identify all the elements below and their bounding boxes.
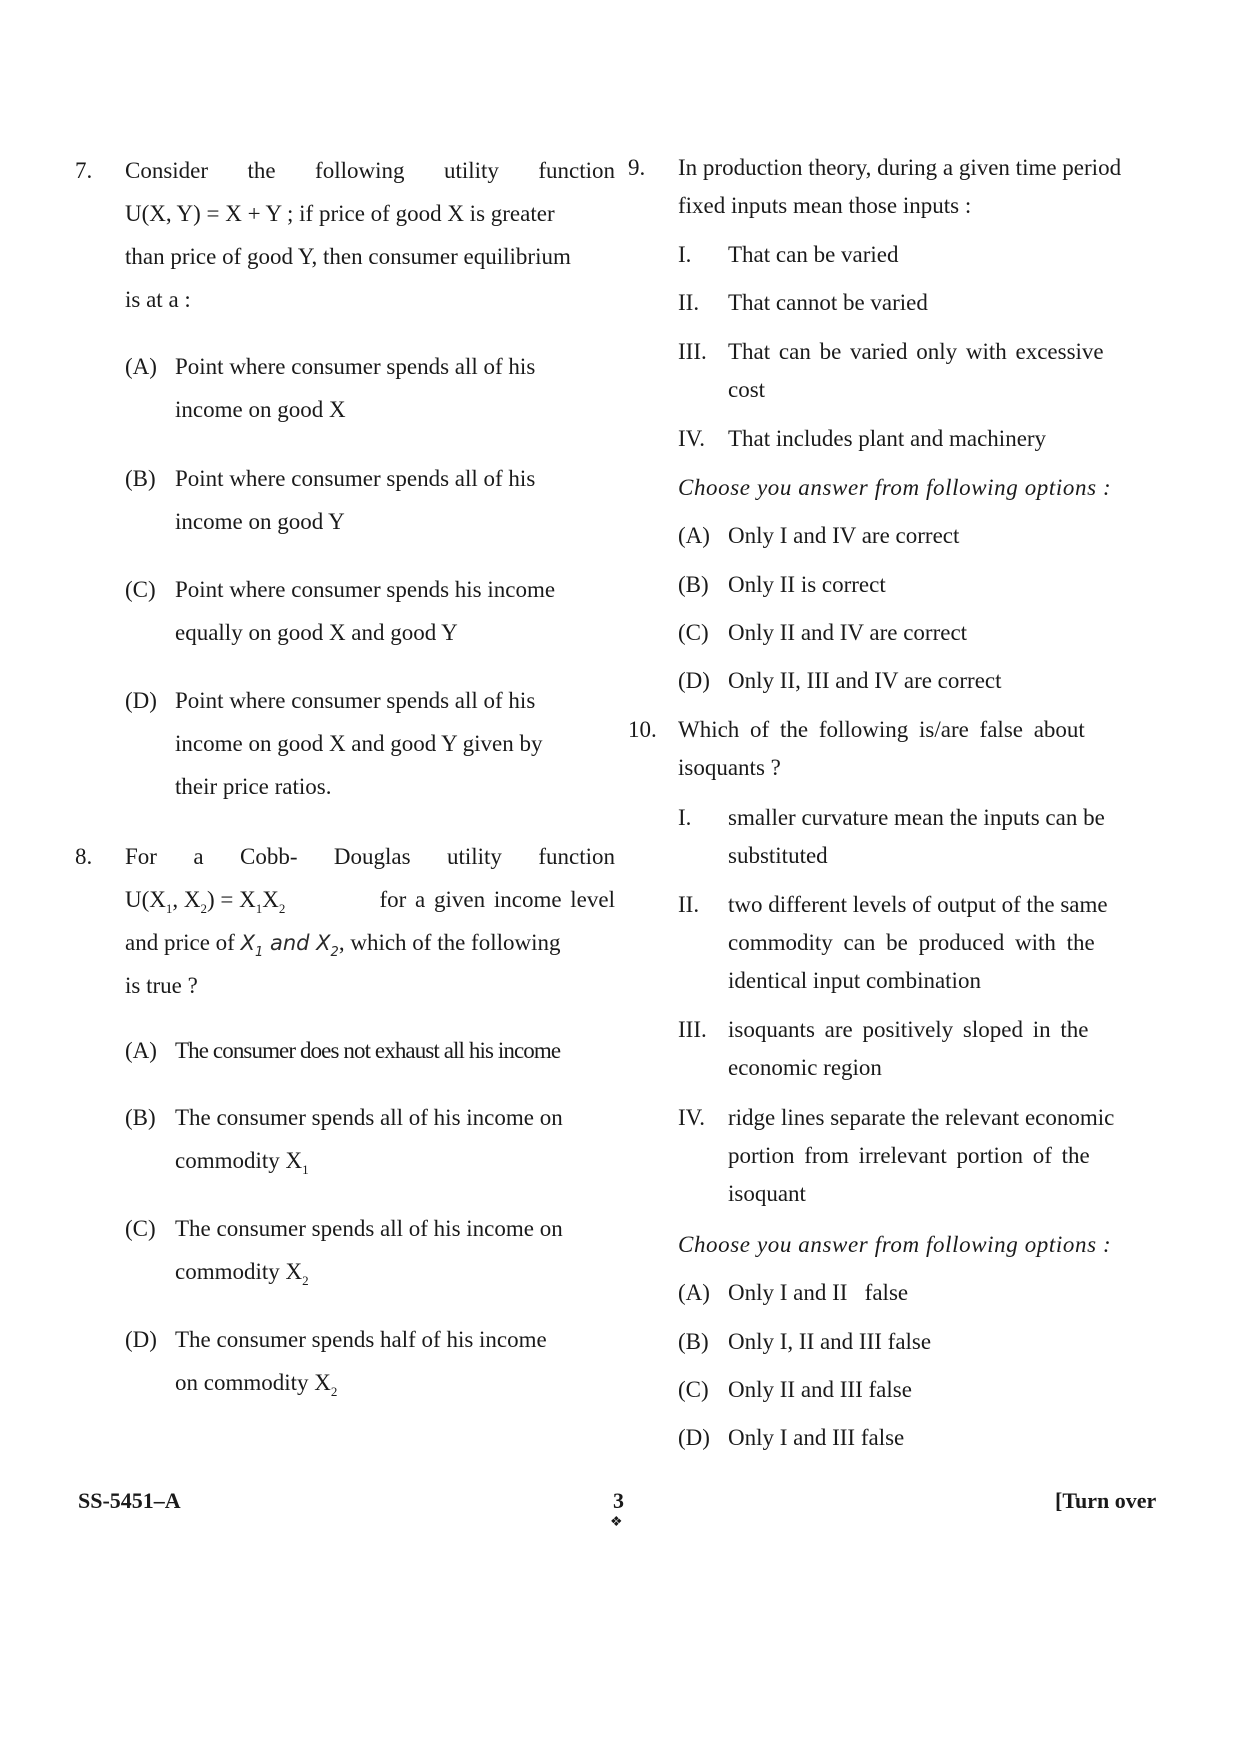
paper-code: SS-5451–A — [78, 1488, 181, 1513]
question-text-line: than price of good Y, then consumer equilibrium — [125, 244, 571, 269]
turn-over-label: [Turn over — [1055, 1488, 1157, 1513]
question-number: 8. — [75, 844, 93, 869]
question-text-line: isoquants ? — [678, 755, 781, 780]
choose-instruction: Choose you answer from following options : — [678, 1232, 1112, 1257]
question-text-line: Consider the following utility function — [125, 158, 615, 183]
page-number: 3 — [613, 1488, 624, 1513]
question-text-line: In production theory, during a given time period — [678, 155, 1122, 180]
question-text-line: $U(X_1$, $X_2) = X_1X_2$ for a given income level — [125, 887, 615, 916]
question-text-line: fixed inputs mean those inputs : — [678, 193, 972, 218]
math-variables: $X_1$ and $X_2$ — [240, 931, 339, 960]
question-text-line: is true ? — [125, 973, 198, 998]
ornament-icon: ❖ — [610, 1515, 623, 1530]
question-number: 7. — [75, 158, 93, 183]
question-text-line: For a Cobb- Douglas utility function — [125, 844, 615, 869]
question-text-line: is at a : — [125, 287, 191, 312]
question-text-line: U(X, Y) = X + Y ; if price of good X is greater — [125, 201, 555, 226]
question-text-line: Which of the following is/are false about — [678, 717, 1085, 742]
question-number: 10. — [628, 717, 657, 742]
question-text-line: and price of $X_1$ and $X_2$, which of the following — [125, 930, 561, 960]
choose-instruction: Choose you answer from following options : — [678, 475, 1112, 500]
utility-formula: $U(X_1$, $X_2) = X_1X_2$ — [125, 887, 286, 916]
question-number: 9. — [628, 155, 646, 180]
